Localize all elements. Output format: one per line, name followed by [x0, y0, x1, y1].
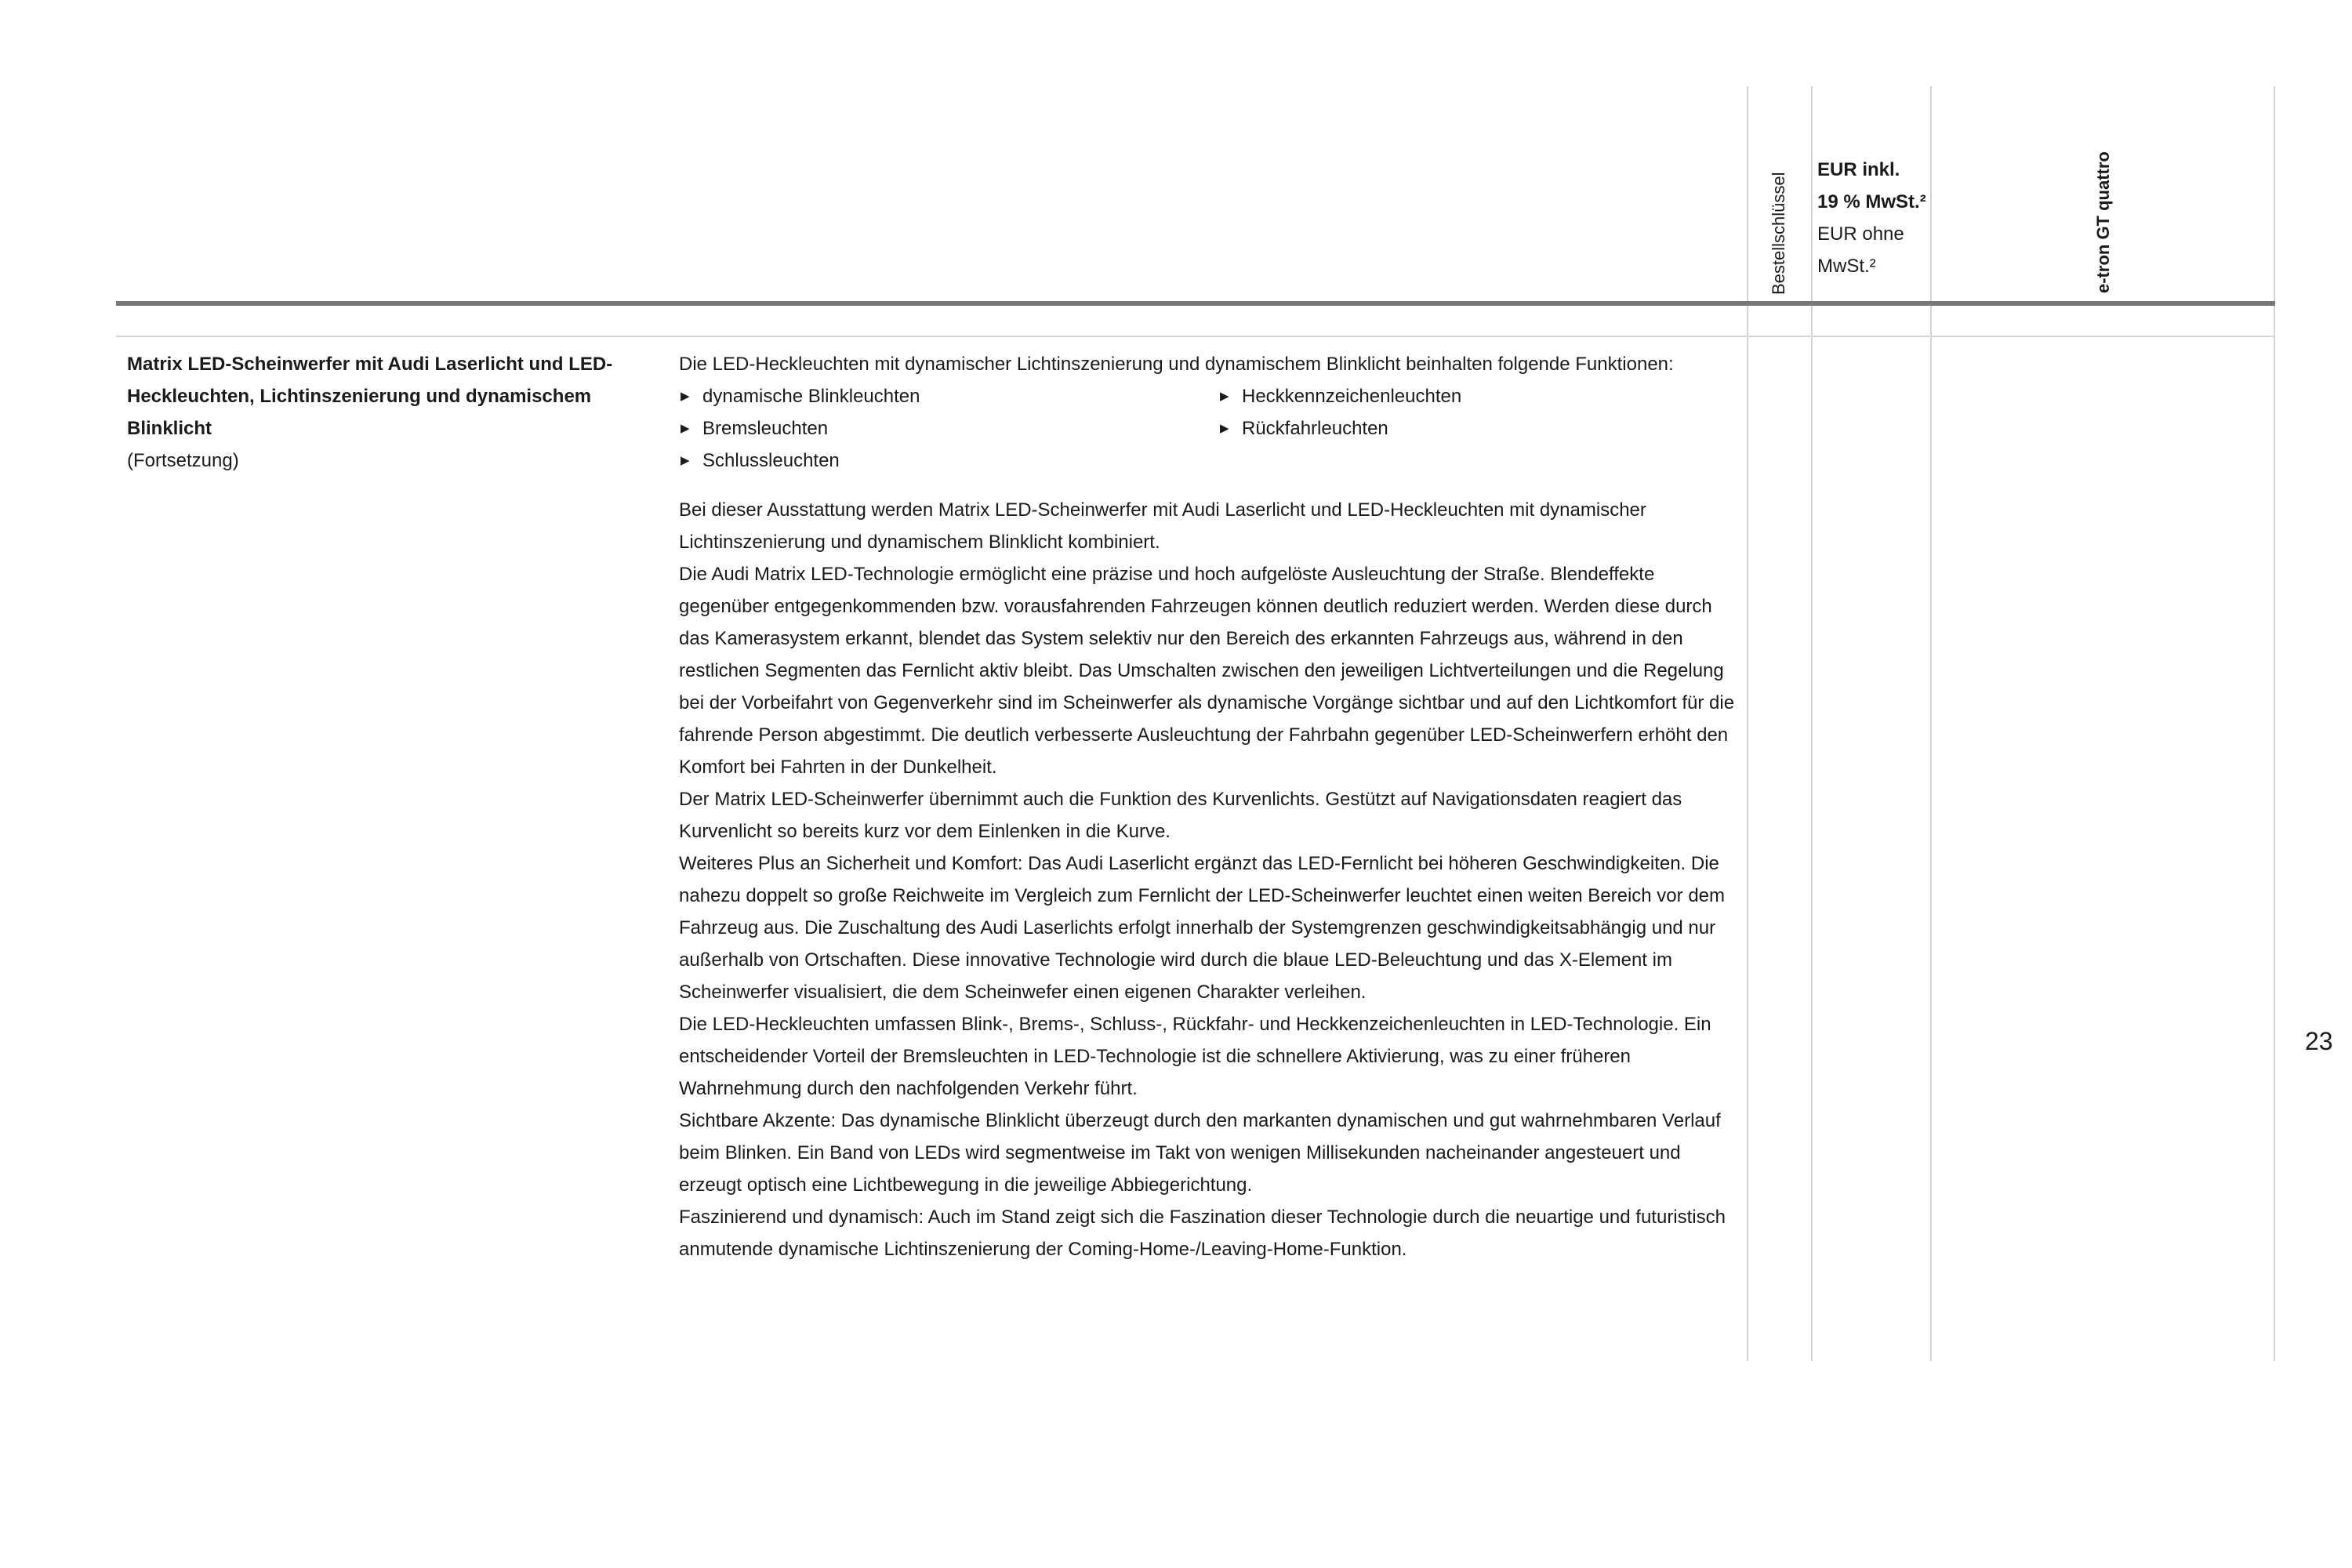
list-item: ▶ Heckkennzeichenleuchten	[1218, 380, 1720, 412]
page-number: 23	[2305, 1027, 2333, 1055]
column-divider-order-key-left	[1747, 86, 1748, 1361]
feature-subtitle: (Fortsetzung)	[127, 450, 239, 471]
paragraph: Sichtbare Akzente: Das dynamische Blinklicht überzeugt durch den markanten dynamischen und gut wahrnehmbaren Verlauf beim Blinken. Ein Band von LEDs wird segmentweise im Takt von wenigen Millisekunden nacheinander angesteuert und erzeugt optisch eine Lichtbewegung in die jeweilige Abbiegerichtung.	[679, 1110, 1721, 1196]
header-price	[1817, 154, 1926, 282]
header-rule-thin	[116, 336, 2275, 337]
list-item: ▶ Rückfahrleuchten	[1218, 412, 1720, 445]
column-divider-model-right	[2274, 86, 2275, 1361]
header-price-excl-1: EUR ohne	[1817, 223, 1904, 245]
function-list	[679, 380, 1737, 477]
paragraph: Die Audi Matrix LED-Technologie ermöglicht eine präzise und hoch aufgelöste Ausleuchtung der Straße. Blendeffekte gegenüber entgegenkommenden bzw. vorausfahrenden Fahrzeugen können deutlich reduziert werden. Werden diese durch das Kamerasystem erkannt, blendet das System selektiv nur den Bereich des erkannten Fahrzeugs aus, während in den restlichen Segmenten das Fernlicht aktiv bleibt. Das Umschalten zwischen den jeweiligen Lichtverteilungen und die Regelung bei der Vorbeifahrt von Gegenverkehr sind im Scheinwerfer als dynamische Vorgänge sichtbar und auf den Lichtkomfort für die fahrende Person abgestimmt. Die deutlich verbesserte Ausleuchtung der Fahrbahn gegenüber LED-Scheinwerfern erhöht den Komfort bei Fahrten in der Dunkelheit.	[679, 564, 1735, 778]
header-model: e-tron GT quattro	[2093, 151, 2113, 293]
column-divider-price-right	[1930, 86, 1932, 1361]
column-divider-order-key-right	[1811, 86, 1813, 1361]
header-price-incl-2: 19 % MwSt.²	[1817, 191, 1926, 212]
paragraph: Bei dieser Ausstattung werden Matrix LED-Scheinwerfer mit Audi Laserlicht und LED-Heckleuchten mit dynamischer Lichtinszenierung und dynamischem Blinklicht kombiniert.	[679, 499, 1646, 553]
intro-text: Die LED-Heckleuchten mit dynamischer Lichtinszenierung und dynamischem Blinklicht beinhalten folgende Funktionen:	[679, 354, 1674, 375]
feature-description	[679, 348, 1737, 1265]
header-price-excl-2: MwSt.²	[1817, 256, 1876, 277]
list-item: ▶ Bremsleuchten	[679, 412, 1218, 445]
paragraph: Faszinierend und dynamisch: Auch im Stand zeigt sich die Faszination dieser Technologie durch die neuartige und futuristisch anmutende dynamische Lichtinszenierung der Coming-Home-/Leaving-Home-Funktion.	[679, 1207, 1726, 1260]
feature-title: Matrix LED-Scheinwerfer mit Audi Laserlicht und LED-Heckleuchten, Lichtinszenierung und dynamischem Blinklicht	[127, 354, 613, 439]
paragraph: Der Matrix LED-Scheinwerfer übernimmt auch die Funktion des Kurvenlichts. Gestützt auf Navigationsdaten reagiert das Kurvenlicht so bereits kurz vor dem Einlenken in die Kurve.	[679, 789, 1682, 842]
header-price-incl-1: EUR inkl.	[1817, 159, 1900, 180]
list-item: ▶ Schlussleuchten	[679, 445, 1218, 477]
paragraph: Weiteres Plus an Sicherheit und Komfort: Das Audi Laserlicht ergänzt das LED-Fernlicht bei höheren Geschwindigkeiten. Die nahezu doppelt so große Reichweite im Vergleich zum Fernlicht der LED-Scheinwerfer leuchtet einen weiten Bereich vor dem Fahrzeug aus. Die Zuschaltung des Audi Laserlichts erfolgt innerhalb der Systemgrenzen geschwindigkeitsabhängig und nur außerhalb von Ortschaften. Diese innovative Technologie wird durch die blaue LED-Beleuchtung und das X-Element im Scheinwerfer visualisiert, die dem Scheinwefer einen eigenen Charakter verleihen.	[679, 853, 1726, 1003]
header-order-key: Bestellschlüssel	[1769, 172, 1788, 295]
list-item: ▶ dynamische Blinkleuchten	[679, 380, 1218, 412]
header-rule-thick	[116, 301, 2275, 306]
feature-title-block	[127, 348, 660, 477]
paragraph: Die LED-Heckleuchten umfassen Blink-, Brems-, Schluss-, Rückfahr- und Heckkenzeichenleuchten in LED-Technologie. Ein entscheidender Vorteil der Bremsleuchten in LED-Technologie ist die schnellere Aktivierung, was zu einer früheren Wahrnehmung durch den nachfolgenden Verkehr führt.	[679, 1014, 1711, 1099]
